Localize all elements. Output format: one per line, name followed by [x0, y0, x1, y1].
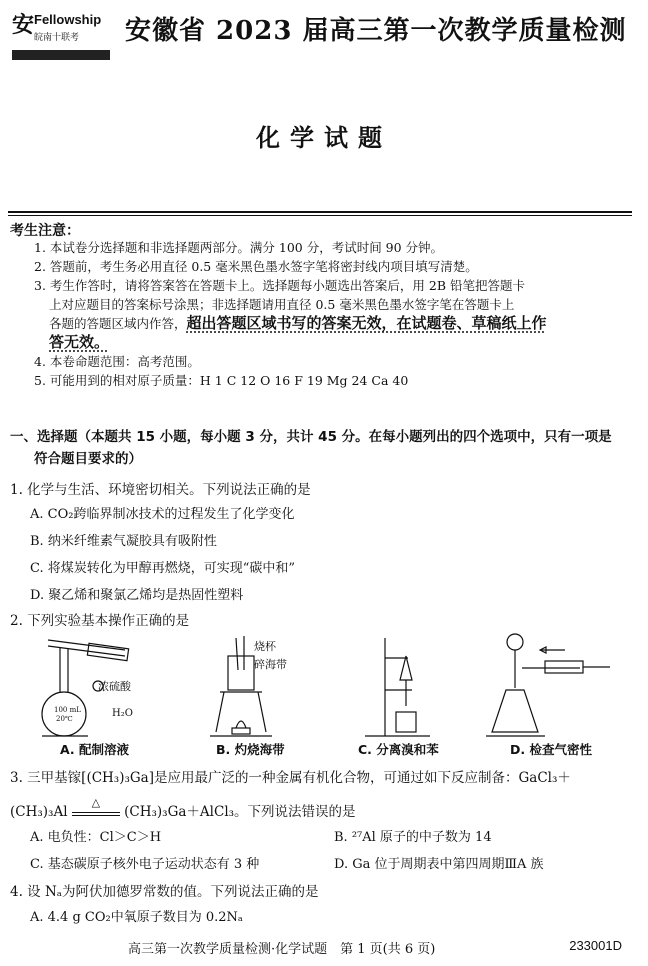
notice-item-3b: 上对应题目的答案标号涂黑；非选择题请用直径 0.5 毫米黑色墨水签字笔在答题卡上 — [49, 297, 515, 312]
question-1-stem: 1. 化学与生活、环境密切相关。下列说法正确的是 — [10, 482, 311, 498]
divider — [8, 211, 632, 213]
notice-item-3a: 3. 考生作答时，请将答案答在答题卡上。选择题每小题选出答案后，用 2B 铅笔把答题卡 — [34, 278, 525, 293]
q3-option-c: C. 基态碳原子核外电子运动状态有 3 种 — [30, 857, 260, 872]
section-heading-line2: 符合题目要求的） — [34, 451, 142, 467]
notice-item-3d — [34, 333, 634, 352]
question-3-stem-line2 — [10, 795, 356, 820]
notice-emphasis-2: 答无效。 — [49, 333, 110, 351]
q2-option-b: B. 灼烧海带 — [216, 742, 285, 757]
notice-item-4: 4. 本卷命题范围：高考范围。 — [34, 354, 200, 369]
q3-products: (CH₃)₃Ga＋AlCl₃。下列说法错误的是 — [124, 804, 356, 820]
q3-option-b: B. ²⁷Al 原子的中子数为 14 — [334, 830, 492, 845]
logo — [12, 8, 112, 66]
section-heading-line1: 一、选择题（本题共 15 小题，每小题 3 分，共计 45 分。在每小题列出的四个选项中，只有一项是 — [10, 429, 612, 445]
divider — [8, 215, 632, 216]
notice-emphasis-1: 超出答题区域书写的答案无效，在试题卷、草稿纸上作 — [186, 314, 547, 332]
q2-option-a: A. 配制溶液 — [60, 742, 130, 757]
q3-option-a: A. 电负性：Cl＞C＞H — [30, 830, 162, 845]
notice-list — [34, 238, 634, 390]
page-footer: 高三第一次教学质量检测·化学试题 第 1 页(共 6 页) — [128, 942, 436, 957]
question-2-stem: 2. 下列实验基本操作正确的是 — [10, 613, 190, 629]
label-flask-temp: 20℃ — [56, 715, 73, 723]
logo-brand: Fellowship — [34, 12, 102, 27]
subject-title: 化学试题 — [256, 124, 392, 152]
notice-heading: 考生注意： — [10, 223, 80, 239]
notice-item-1: 1. 本试卷分选择题和非选择题两部分。满分 100 分，考试时间 90 分钟。 — [34, 240, 444, 255]
q3-option-d: D. Ga 位于周期表中第四周期ⅢA 族 — [334, 857, 544, 872]
logo-sub: 皖南十联考 — [34, 33, 80, 43]
exam-code: 233001D — [569, 938, 622, 953]
q4-option-a: A. 4.4 g CO₂中氧原子数目为 0.2Nₐ — [30, 910, 243, 925]
q3-reactant: (CH₃)₃Al — [10, 804, 68, 820]
question-4-stem: 4. 设 Nₐ为阿伏加德罗常数的值。下列说法正确的是 — [10, 884, 319, 900]
section-heading — [10, 426, 635, 470]
q2-option-d: D. 检查气密性 — [510, 742, 592, 757]
q1-option-b: B. 纳米纤维素气凝胶具有吸附性 — [30, 534, 217, 549]
label-water: H₂O — [112, 708, 133, 719]
separatory-funnel-figure — [365, 638, 430, 736]
q1-option-c: C. 将煤炭转化为甲醇再燃烧，可实现“碳中和” — [30, 561, 296, 576]
heat-symbol: △ — [91, 795, 101, 809]
logo-bar — [12, 50, 110, 60]
label-flask-volume: 100 mL — [54, 706, 81, 714]
apparatus-figures — [40, 628, 620, 740]
notice-item-5: 5. 可能用到的相对原子质量：H 1 C 12 O 16 F 19 Mg 24 Ca 40 — [34, 373, 409, 388]
q2-option-c: C. 分离溴和苯 — [358, 742, 439, 757]
label-beaker: 烧杯 — [254, 640, 276, 653]
exam-title: 安徽省 2023 届高三第一次教学质量检测 — [125, 16, 627, 46]
gas-tightness-figure — [486, 634, 610, 736]
notice-item-2: 2. 答题前，考生务必用直径 0.5 毫米黑色墨水签字笔将密封线内项目填写清楚。 — [34, 259, 478, 274]
question-3-stem-line1: 3. 三甲基镓[(CH₃)₃Ga]是应用最广泛的一种金属有机化合物，可通过如下反应制备：GaCl₃＋ — [10, 770, 571, 786]
logo-char: 安 — [12, 12, 35, 38]
q1-option-d: D. 聚乙烯和聚氯乙烯均是热固性塑料 — [30, 588, 244, 603]
notice-item-3c — [34, 314, 634, 333]
q1-option-a: A. CO₂跨临界制冰技术的过程发生了化学变化 — [30, 507, 295, 522]
label-seaweed: 碎海带 — [254, 658, 287, 671]
reaction-arrow — [72, 795, 120, 816]
label-conc-h2so4: 浓硫酸 — [98, 680, 131, 693]
notice-item-3c-text: 各题的答题区域内作答， — [49, 316, 187, 331]
